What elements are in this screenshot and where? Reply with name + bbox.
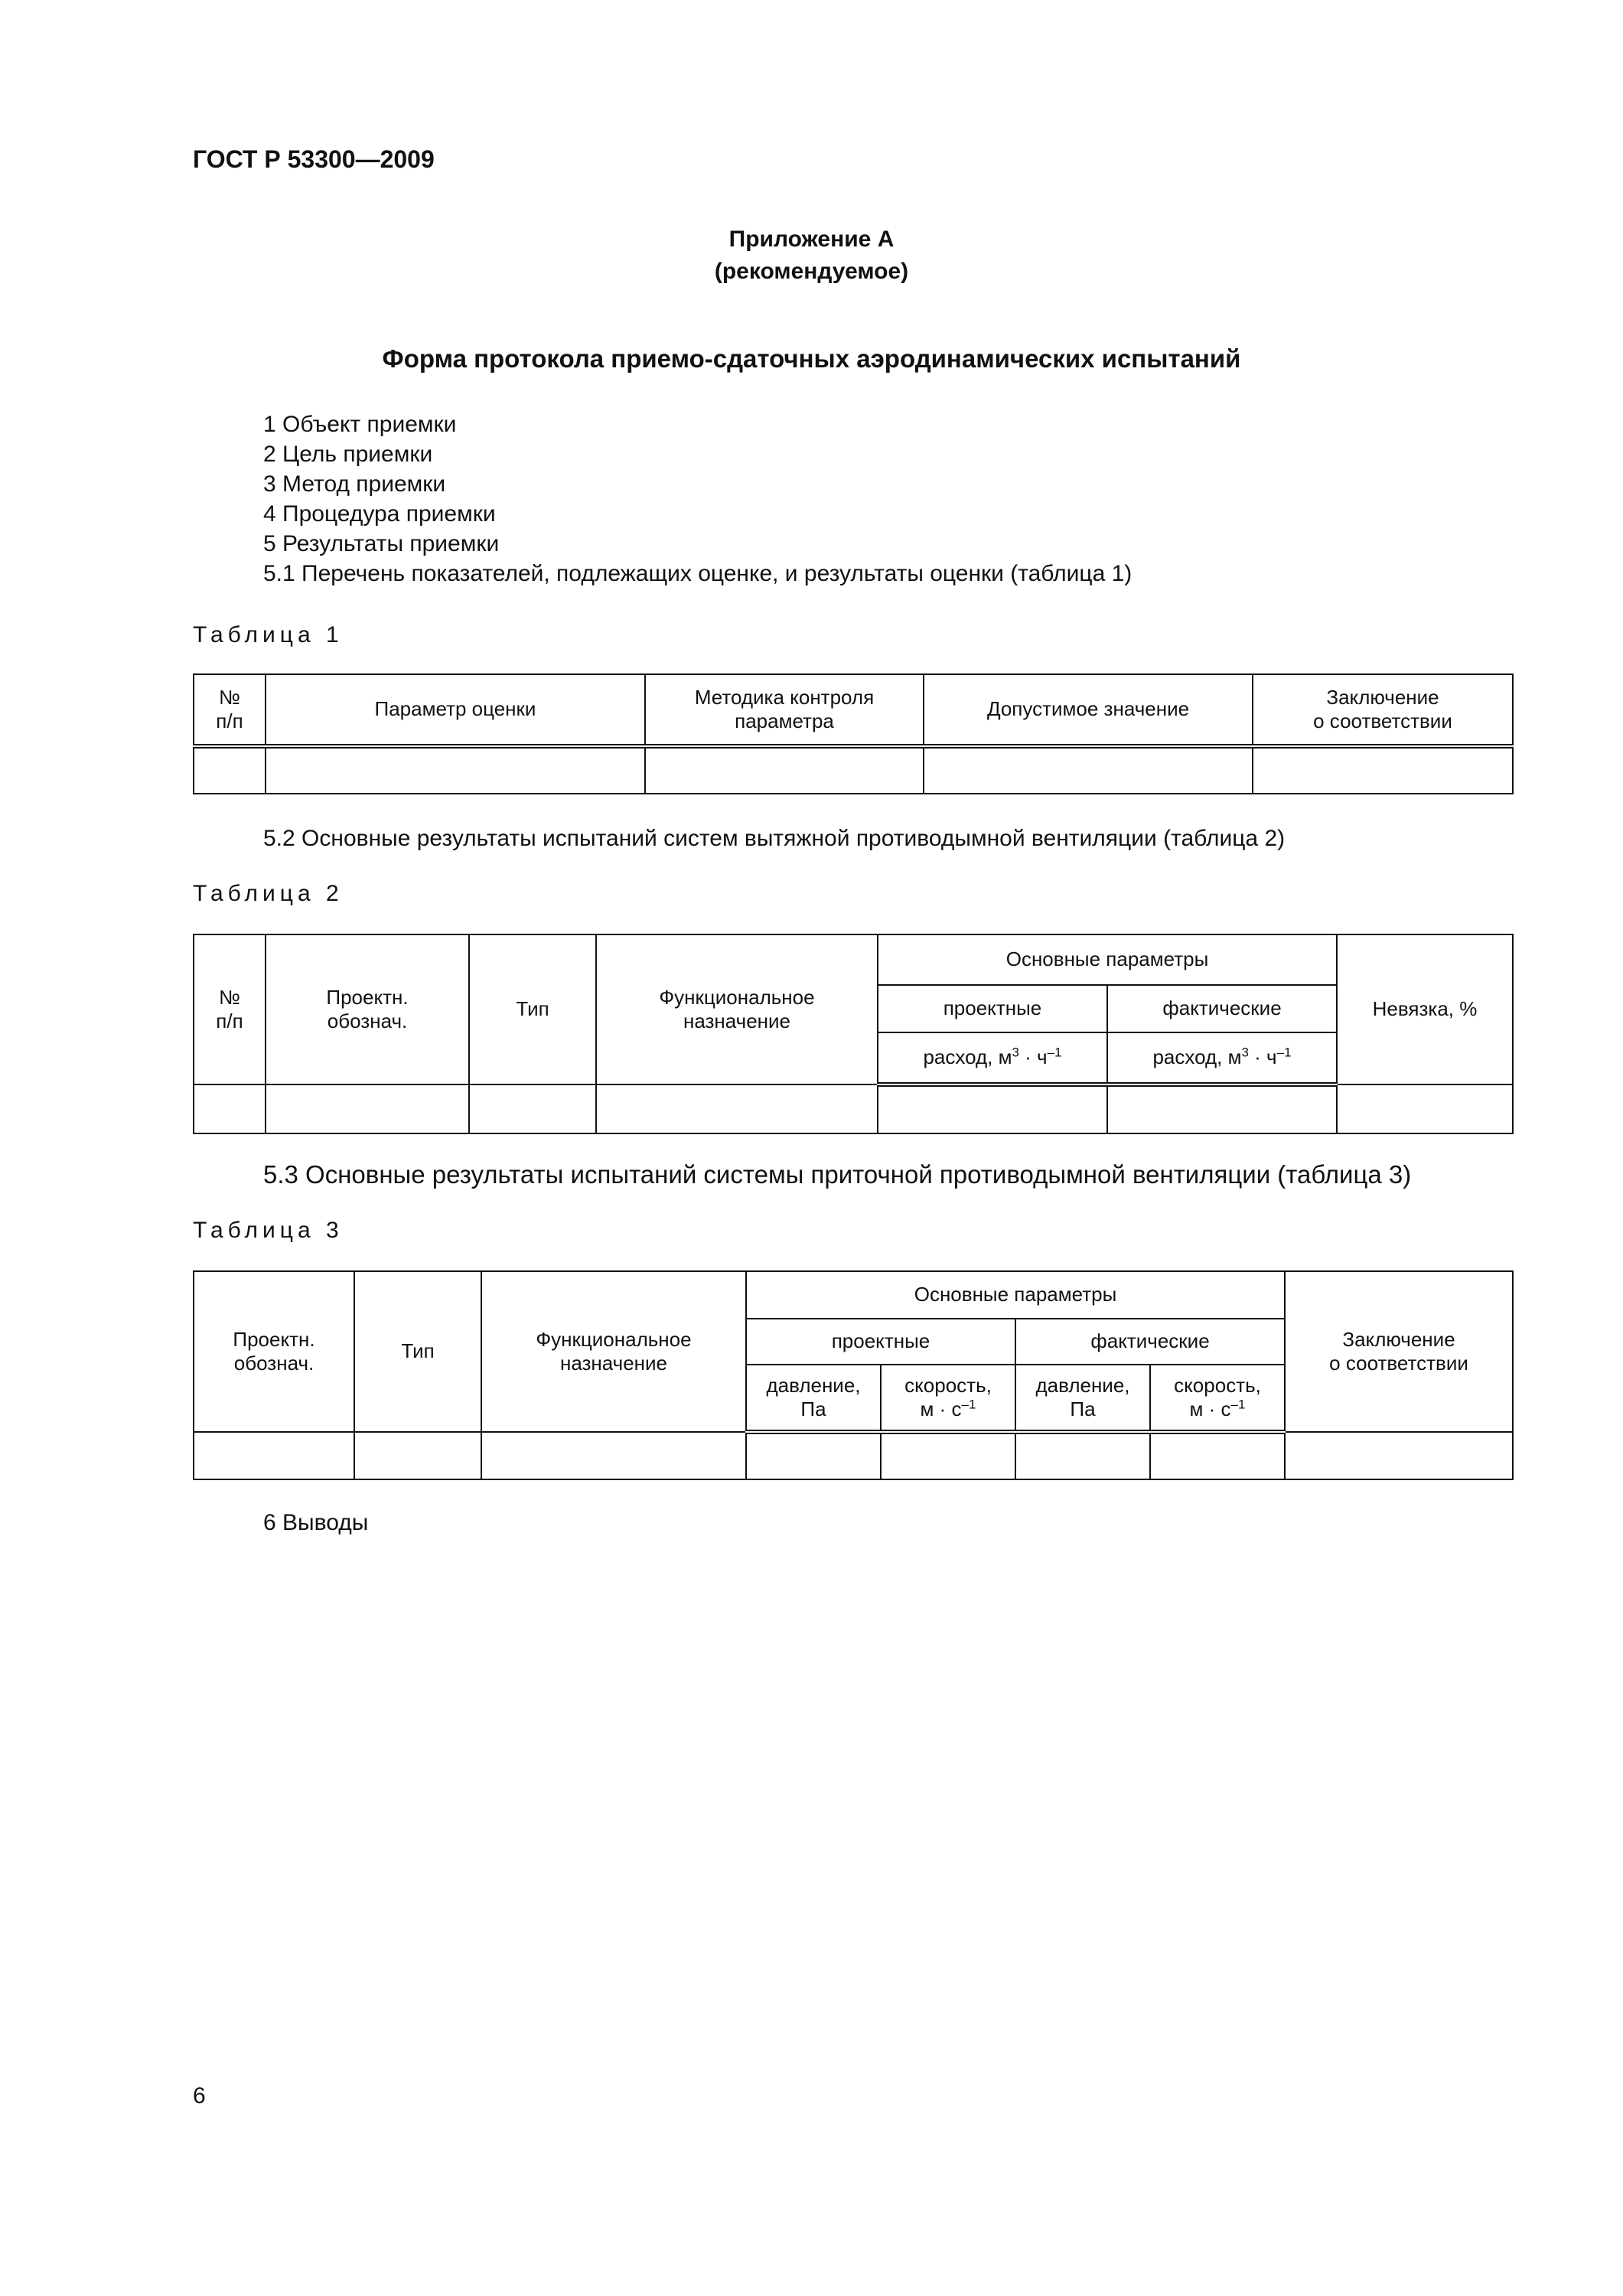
t1-header-parameter: Параметр оценки xyxy=(266,674,645,746)
table-cell xyxy=(266,746,645,794)
appendix-title: Приложение А xyxy=(728,227,895,252)
table-1-caption: Таблица 1 xyxy=(193,622,344,647)
t2-header-type: Тип xyxy=(469,934,596,1084)
table-row xyxy=(194,1432,1513,1479)
table-cell xyxy=(645,746,924,794)
t3-header-conclusion: Заключение о соответствии xyxy=(1285,1271,1513,1432)
t3-header-designation: Проектн. обознач. xyxy=(194,1271,354,1432)
t3-header-type: Тип xyxy=(354,1271,481,1432)
table-cell xyxy=(878,1084,1107,1133)
t2-header-designation: Проектн. обознач. xyxy=(266,934,469,1084)
t3-header-design-pressure: давление, Па xyxy=(746,1365,881,1432)
table-cell xyxy=(1015,1432,1150,1479)
t1-header-allowed-value: Допустимое значение xyxy=(924,674,1253,746)
t2-header-design-flow: расход, $м^3 \cdot ч^{-1}$ xyxy=(878,1032,1107,1084)
table-cell xyxy=(266,1084,469,1133)
t2-header-number: № п/п xyxy=(194,934,266,1084)
t1-header-number: № п/п xyxy=(194,674,266,746)
section-5-3: 5.3 Основные результаты испытаний системы приточной противодымной вентиляции (таблица 3) xyxy=(263,1160,1412,1189)
t2-header-actual-flow: расход, $м^3 \cdot ч^{-1}$ xyxy=(1107,1032,1337,1084)
form-title: Форма протокола приемо-сдаточных аэродинамических испытаний xyxy=(382,344,1241,373)
section-5-1: 5.1 Перечень показателей, подлежащих оценке, и результаты оценки (таблица 1) xyxy=(263,561,1133,586)
t3-header-actual: фактические xyxy=(1015,1319,1285,1365)
table-cell xyxy=(354,1432,481,1479)
t2-header-mismatch: Невязка, % xyxy=(1337,934,1513,1084)
section-2: 2 Цель приемки xyxy=(263,442,433,467)
document-id: ГОСТ Р 53300—2009 xyxy=(193,145,435,173)
t2-header-design: проектные xyxy=(878,985,1107,1032)
table-cell xyxy=(1285,1432,1513,1479)
t2-header-main-params: Основные параметры xyxy=(878,934,1337,985)
table-cell xyxy=(596,1084,878,1133)
t1-header-method: Методика контроля параметра xyxy=(645,674,924,746)
table-cell xyxy=(881,1432,1015,1479)
table-cell xyxy=(1150,1432,1285,1479)
t3-header-actual-pressure: давление, Па xyxy=(1015,1365,1150,1432)
table-cell xyxy=(1107,1084,1337,1133)
t2-header-actual: фактические xyxy=(1107,985,1337,1032)
t3-header-main-params: Основные параметры xyxy=(746,1271,1285,1319)
section-3: 3 Метод приемки xyxy=(263,471,446,497)
page-number: 6 xyxy=(193,2083,206,2108)
section-4: 4 Процедура приемки xyxy=(263,501,496,527)
section-5: 5 Результаты приемки xyxy=(263,531,500,556)
table-1 xyxy=(193,673,1514,794)
table-3-caption: Таблица 3 xyxy=(193,1218,344,1243)
section-5-2: 5.2 Основные результаты испытаний систем вытяжной противодымной вентиляции (таблица 2) xyxy=(263,826,1286,851)
table-row xyxy=(194,746,1513,794)
table-cell xyxy=(1253,746,1513,794)
table-cell xyxy=(469,1084,596,1133)
table-cell xyxy=(194,1084,266,1133)
appendix-status: (рекомендуемое) xyxy=(714,259,909,284)
table-row xyxy=(194,1084,1513,1133)
table-2-caption: Таблица 2 xyxy=(193,881,344,906)
table-cell xyxy=(746,1432,881,1479)
t1-header-conclusion: Заключение о соответствии xyxy=(1253,674,1513,746)
table-cell xyxy=(481,1432,746,1479)
section-1: 1 Объект приемки xyxy=(263,412,457,437)
section-6: 6 Выводы xyxy=(263,1510,369,1535)
table-2 xyxy=(193,934,1514,1134)
table-cell xyxy=(194,1432,354,1479)
t2-header-function: Функциональное назначение xyxy=(596,934,878,1084)
table-cell xyxy=(924,746,1253,794)
t3-header-design-speed: скорость, $м \cdot с^{-1}$ xyxy=(881,1365,1015,1432)
t3-header-function: Функциональное назначение xyxy=(481,1271,746,1432)
table-cell xyxy=(194,746,266,794)
t3-header-design: проектные xyxy=(746,1319,1015,1365)
table-cell xyxy=(1337,1084,1513,1133)
t3-header-actual-speed: скорость, $м \cdot с^{-1}$ xyxy=(1150,1365,1285,1432)
table-3 xyxy=(193,1270,1514,1480)
